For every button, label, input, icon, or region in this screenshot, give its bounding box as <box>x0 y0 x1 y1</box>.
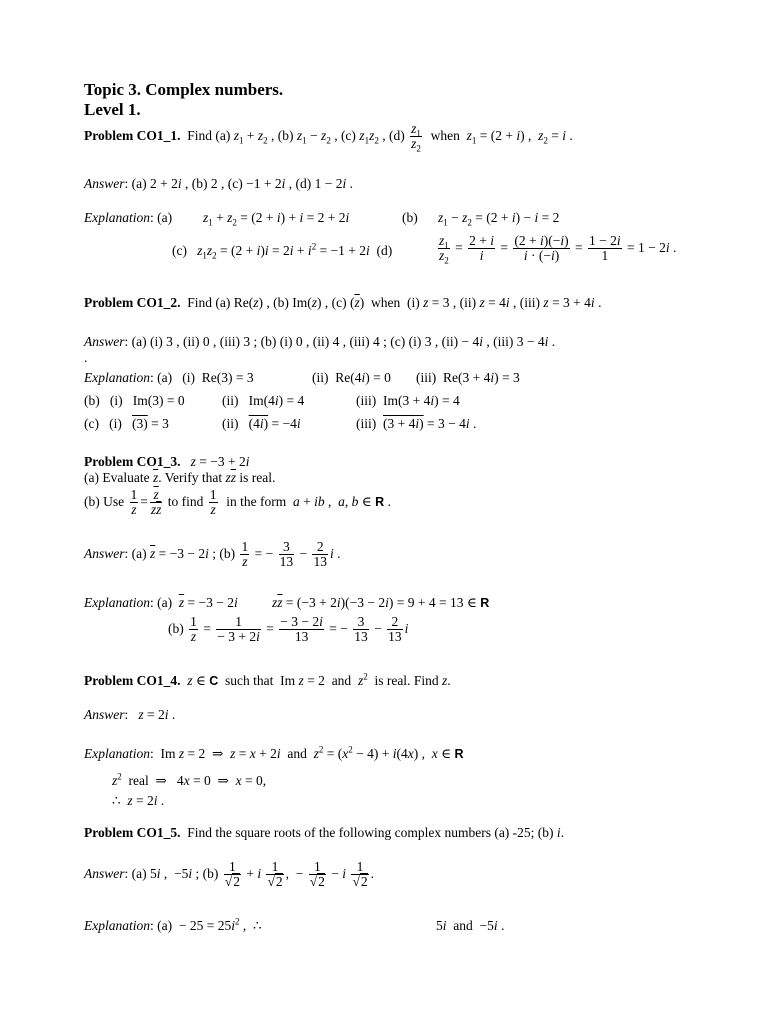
problem-label: Problem CO1_4. <box>84 673 181 688</box>
explanation-co1-1-c: (c) $z_1z_2 = (2 + i)i = 2i + i^2 = -1 + 2i$ (d) <box>172 241 393 261</box>
page-title: Topic 3. Complex numbers. <box>84 80 284 99</box>
explanation-co1-4: Explanation: Im z = 2 ⇒ z = x + 2i and $z^2 = (x^2 - 4) + i(4x)$ , x ∈ R <box>84 744 464 761</box>
problem-co1-4: Problem CO1_4. z ∈ C such that Im z = 2 and $z^2$ is real. Find z. <box>84 671 451 688</box>
answer-co1-3: Answer: (a) $\overline{z} = -3 - 2i$ ; (b) $\frac{1}{z}$ = − $\frac{3}{13}$ − $\frac{2}{13}$ i . <box>84 539 341 570</box>
level-heading: Level 1. <box>84 100 141 119</box>
explanation-co1-1: Explanation: (a) <box>84 210 173 225</box>
answer-co1-4: Answer: z = 2i . <box>84 707 176 722</box>
problem-label: Problem CO1_1. <box>84 127 181 143</box>
explanation-co1-1-b: (b) $z_1 - z_2 = (2 + i) - i = 2$ <box>402 210 560 228</box>
problem-co1-2: Problem CO1_2. Find (a) Re(z) , (b) Im(z) , (c) $(\overline{z})$ when (i) z = 3 , (ii) z = 4i , (iii) z = 3 + 4i . <box>84 295 602 310</box>
explanation-co1-5: Explanation: $(a) - 25 = 25i^2$ , ∴ <box>84 916 262 933</box>
problem-co1-3: Problem CO1_3. z = −3 + 2i <box>84 454 250 469</box>
explanation-co1-1-a: $z_1 + z_2 = (2 + i) + i = 2 + 2i$ <box>203 210 350 228</box>
problem-label: Problem CO1_2. <box>84 295 181 310</box>
answer-co1-5: Answer: (a) 5i , −5i ; (b) $\frac{1}{√2}$ + i $\frac{1}{√2}$ , − $\frac{1}{√2}$ − i $\frac{1}{√2}$ . <box>84 859 374 890</box>
problem-label: Problem CO1_3. <box>84 454 181 469</box>
answer-co1-1: Answer: (a) 2 + 2i , (b) 2 , (c) −1 + 2i , (d) 1 − 2i . <box>84 176 353 191</box>
problem-co1-5: Problem CO1_5. Find the square roots of the following complex numbers (a) -25; (b) i. <box>84 825 565 840</box>
explanation-co1-2: Explanation: (a) (i) Re(3) = 3 <box>84 370 254 385</box>
explanation-co1-3: Explanation: (a) $\overline{z} = -3 - 2i$ <box>84 595 238 610</box>
problem-label: Problem CO1_5. <box>84 825 181 840</box>
explanation-co1-1-d: $\frac{z_1}{z_2}$ = $\frac{2 + i}{i}$ = $\frac{(2 + i)(-i)}{i \cdot (-i)}$ = $\frac{1 - 2i}{1}$ = 1 − 2i . <box>439 233 677 266</box>
stray-dot: . <box>84 350 88 365</box>
answer-co1-2: Answer: (a) (i) 3 , (ii) 0 , (iii) 3 ; (b) (i) 0 , (ii) 4 , (iii) 4 ; (c) (i) 3 , (ii) − 4i , (iii) 3 − 4i . <box>84 334 556 349</box>
problem-co1-1: Problem CO1_1. Find (a) $z_1 + z_2$ , (b) $z_1 - z_2$ , (c) $z_1z_2$ , (d) $\frac{z_1}{z_2}$ when $z_1 = (2 + i)$ , $z_2 = i$ . <box>84 121 573 154</box>
